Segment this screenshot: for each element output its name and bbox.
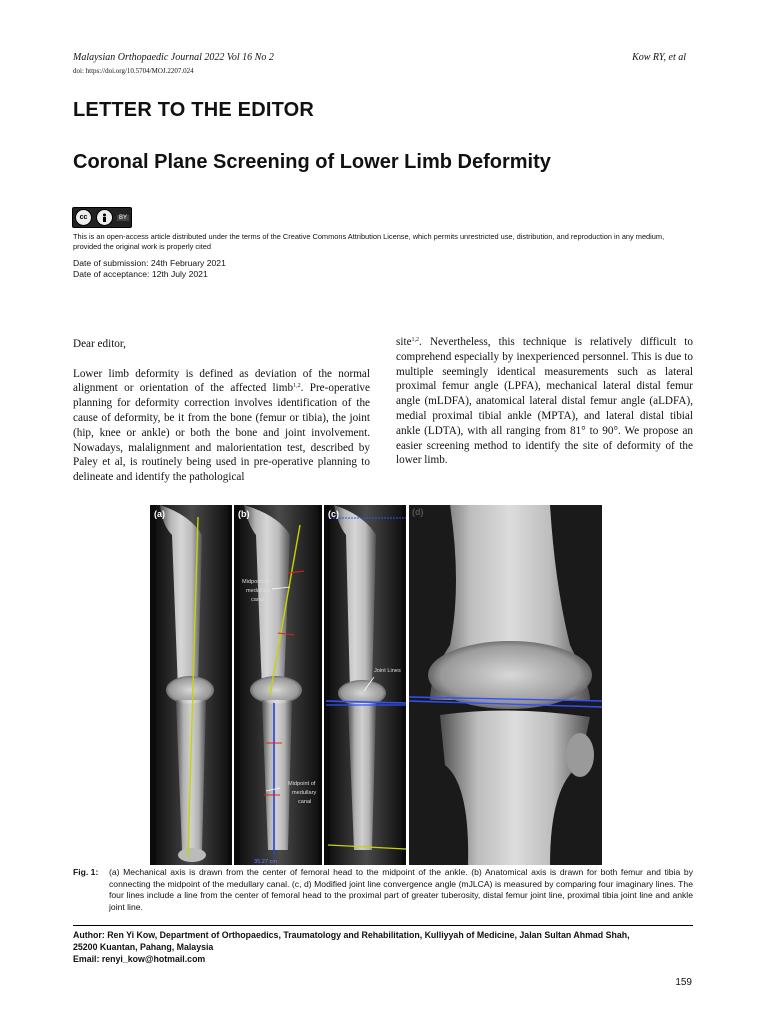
paragraph-2: site$^{1,2}$. Nevertheless, this technique is relatively difficult to comprehend especially by inexperienced personnel. This is due to multiple seemingly identical measurements such as lateral proximal femur angle (LPFA), mechanical lateral distal femur angle (mLDFA), anatomical lateral distal femur angle (aLDFA), medial proximal tibial ankle (MPTA), and lateral distal tibial ankle (LDTA), with all ranging from 81° to 90°. We propose an easier screening method to identify the site of deformity of the lower limb. <box>396 336 693 467</box>
footer-divider <box>73 925 693 926</box>
author-info <box>73 929 698 965</box>
figure-caption-label: Fig. 1: <box>73 867 99 877</box>
acceptance-date: Date of acceptance: 12th July 2021 <box>73 269 208 279</box>
body-column-left <box>73 337 370 500</box>
submission-date: Date of submission: 24th February 2021 <box>73 258 226 268</box>
article-title: Coronal Plane Screening of Lower Limb Deformity <box>73 151 551 173</box>
panel-b <box>234 505 322 865</box>
cc-icon: cc <box>75 209 92 226</box>
annotation-midpoint-lower: Midpoint of <box>288 781 316 787</box>
paragraph-1: Lower limb deformity is defined as deviation of the normal alignment or orientation of the affected limb$^{1,2}$. Pre-operative planning for deformity correction involves identification of the cause of deformity, be it from the bone (femur or tibia), the joint (hip, knee or ankle) or both the bone and joint involvement. Nowadays, malalignment and malorientation test, described by Paley et al, is routinely being used in pre-operative planning to delineate and identify the pathological <box>73 367 370 484</box>
annotation-midpoint-upper: Midpoint of <box>242 579 270 585</box>
panel-label-b: (b) <box>238 509 250 519</box>
panel-label-d: (d) <box>412 507 424 517</box>
author-email[interactable]: Email: renyi_kow@hotmail.com <box>73 954 206 964</box>
panel-c <box>324 505 406 865</box>
page-number: 159 <box>675 977 692 988</box>
annotation-midpoint-lower-2: medullary <box>292 790 317 796</box>
scale-label: 35.27 cm <box>254 859 278 865</box>
journal-name: Malaysian Orthopaedic Journal 2022 Vol 16 No 2 <box>73 52 274 63</box>
xray-figure <box>150 505 602 865</box>
panel-a <box>150 505 232 865</box>
panel-label-c: (c) <box>328 509 339 519</box>
doi-link[interactable]: doi: https://doi.org/10.5704/MOJ.2207.024 <box>73 67 194 75</box>
citation-ref[interactable]: 1,2 <box>411 337 420 343</box>
license-statement: This is an open-access article distributed under the terms of the Creative Commons Attribution License, which permits unrestricted use, distribution, and reproduction in any medium, provided the original work is properly cited <box>73 232 665 251</box>
body-column-right <box>396 335 693 468</box>
attribution-person-icon <box>96 209 113 226</box>
section-heading: LETTER TO THE EDITOR <box>73 99 315 121</box>
author-address: 25200 Kuantan, Pahang, Malaysia <box>73 942 214 952</box>
author-affiliation: Author: Ren Yi Kow, Department of Orthopaedics, Traumatology and Rehabilitation, Kulliyyah of Medicine, Jalan Sultan Ahmad Shah, <box>73 930 630 940</box>
xray-figure-image <box>150 505 602 865</box>
figure-caption-text: (a) Mechanical axis is drawn from the center of femoral head to the midpoint of the ankle. (b) Anatomical axis is drawn for both femur and tibia by connecting the midpoint of the medullary canal. (c, d) Modified joint line convergence angle (mJLCA) is measured by comparing four imaginary lines. The four lines include a line from the center of femoral head to the proximal part of greater tuberosity, distal femur joint line, proximal tibia joint line and ankle joint line. <box>109 867 693 912</box>
running-authors: Kow RY, et al <box>632 52 686 63</box>
salutation: Dear editor, <box>73 338 126 350</box>
annotation-joint-lines: Joint Lines <box>374 668 401 674</box>
annotation-midpoint-upper-2: medullary <box>246 588 271 594</box>
annotation-midpoint-lower-3: canal <box>298 799 312 805</box>
by-label: BY <box>119 214 128 221</box>
figure-caption <box>73 867 693 913</box>
panel-label-a: (a) <box>154 509 165 519</box>
citation-ref[interactable]: 1,2 <box>293 383 301 390</box>
article-dates <box>73 258 226 280</box>
panel-d <box>409 505 602 865</box>
cc-by-badge-icon[interactable] <box>72 207 132 228</box>
annotation-midpoint-upper-3: canal <box>251 597 265 603</box>
